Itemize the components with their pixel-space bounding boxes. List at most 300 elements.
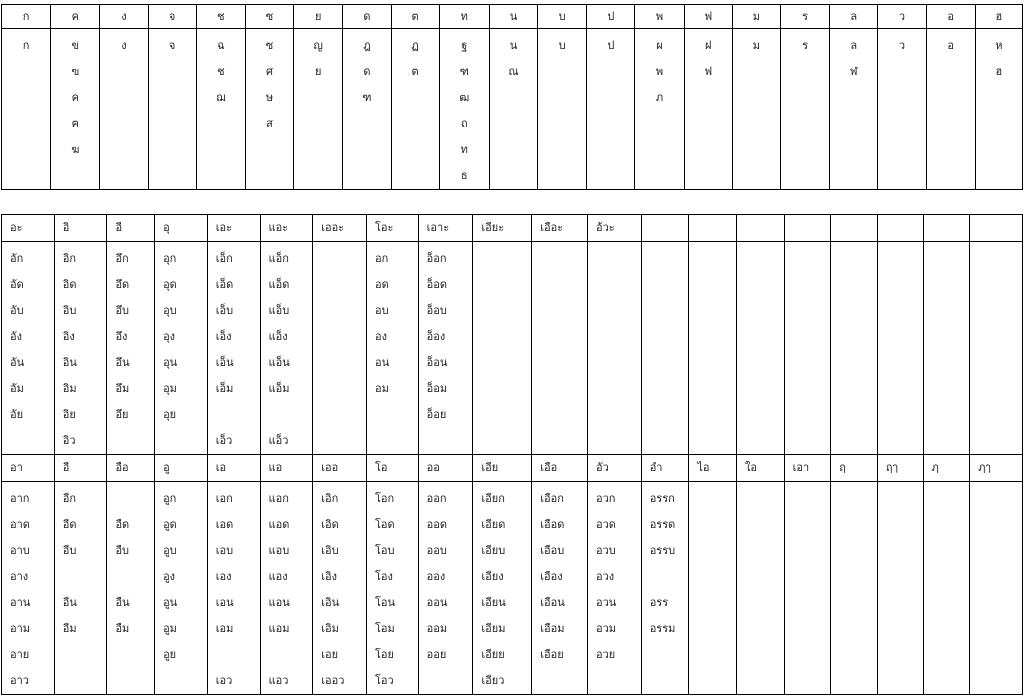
long-vowel-item: เอิบ <box>321 544 339 557</box>
long-vowel-item: ออย <box>426 648 447 661</box>
long-vowel-item: เอง <box>215 570 232 583</box>
long-vowel-item: อวก <box>595 492 616 505</box>
consonant-header-cell: ป <box>587 5 635 29</box>
long-vowel-column <box>877 482 923 695</box>
short-vowel-item: อิน <box>62 356 77 369</box>
short-vowel-item: แอ็ว <box>268 434 289 447</box>
long-vowel-item: แอม <box>268 622 290 635</box>
long-vowel-column <box>2 482 55 695</box>
consonant-item: ล <box>850 39 858 52</box>
short-vowel-item: อิก <box>62 252 76 265</box>
consonant-header-cell: อ <box>926 5 975 29</box>
long-vowel-item: อรรม <box>649 622 676 635</box>
short-vowel-item: อุบ <box>163 304 177 317</box>
long-vowel-header-cell: อู <box>155 455 208 482</box>
long-vowel-header-cell: อัว <box>587 455 641 482</box>
short-vowel-item: เอ็ด <box>215 278 234 291</box>
long-vowel-item <box>115 642 154 668</box>
long-vowel-header-cell: อำ <box>641 455 689 482</box>
short-vowel-column <box>260 242 313 455</box>
long-vowel-item: อีก <box>62 492 76 505</box>
consonant-column <box>439 29 489 190</box>
consonant-item: ท <box>460 143 468 156</box>
long-vowel-item: อูด <box>163 518 177 531</box>
consonant-item: ย <box>314 65 322 78</box>
long-vowel-item: เอิก <box>321 492 339 505</box>
short-vowel-item: อบ <box>374 304 389 317</box>
long-vowel-item: เอียง <box>481 570 504 583</box>
short-vowel-item: อุด <box>163 278 177 291</box>
consonant-item: ฃ <box>71 65 80 78</box>
long-vowel-item: อูง <box>163 570 176 583</box>
long-vowel-column <box>831 482 878 695</box>
short-vowel-column <box>587 242 641 455</box>
long-vowel-header-cell: โอ <box>366 455 418 482</box>
short-vowel-header-cell: อุ <box>155 215 208 242</box>
long-vowel-item: เอือง <box>540 570 563 583</box>
consonant-item: บ <box>558 39 566 52</box>
long-vowel-header-cell: เอา <box>784 455 831 482</box>
long-vowel-item: อูก <box>163 492 177 505</box>
long-vowel-header-cell: ฦ <box>923 455 970 482</box>
long-vowel-header-cell: อา <box>2 455 55 482</box>
long-vowel-item <box>63 564 107 590</box>
long-vowel-item: เอว <box>215 674 233 687</box>
consonant-column <box>245 29 293 190</box>
long-vowel-column <box>207 482 260 695</box>
consonant-column <box>538 29 587 190</box>
long-vowel-item <box>115 564 154 590</box>
long-vowel-item: เอือบ <box>540 544 565 557</box>
short-vowel-column <box>970 242 1023 455</box>
long-vowel-item: อีม <box>62 622 77 635</box>
short-vowel-item <box>163 428 207 454</box>
long-vowel-column <box>736 482 784 695</box>
long-vowel-item: เอือก <box>540 492 564 505</box>
consonant-item: พ <box>655 65 664 78</box>
consonant-item: ว <box>898 39 906 52</box>
short-vowel-item: อก <box>374 252 389 265</box>
short-vowel-item: อิด <box>62 278 77 291</box>
short-vowel-header-cell <box>970 215 1023 242</box>
short-vowel-header-cell <box>877 215 923 242</box>
long-vowel-item: อาด <box>10 518 30 531</box>
consonant-column <box>975 29 1022 190</box>
short-vowel-item: อัม <box>10 382 24 395</box>
consonant-header-cell: ด <box>343 5 391 29</box>
long-vowel-item: อาบ <box>10 544 30 557</box>
long-vowel-column <box>641 482 689 695</box>
short-vowel-item: อุน <box>163 356 178 369</box>
short-vowel-column <box>418 242 473 455</box>
consonant-header-cell: น <box>489 5 537 29</box>
short-vowel-item: อุม <box>163 382 177 395</box>
short-vowel-header-cell <box>641 215 689 242</box>
long-vowel-item: เอือด <box>540 518 565 531</box>
consonant-item: ฝ <box>704 39 712 52</box>
long-vowel-item: โอก <box>374 492 395 505</box>
short-vowel-item: อ็อก <box>426 252 447 265</box>
long-vowel-item: แอว <box>268 674 289 687</box>
long-vowel-column <box>587 482 641 695</box>
consonant-header-cell: ท <box>439 5 489 29</box>
consonant-item: ฎ <box>363 39 371 52</box>
short-vowel-item <box>216 402 260 428</box>
long-vowel-item: เอียย <box>481 648 505 661</box>
long-vowel-item: เอียด <box>481 518 506 531</box>
short-vowel-column <box>473 242 532 455</box>
long-vowel-header-cell: ไอ <box>689 455 737 482</box>
long-vowel-item: ออก <box>426 492 447 505</box>
long-vowel-item: อวย <box>595 648 616 661</box>
consonant-header-cell: จ <box>148 5 196 29</box>
long-vowel-column <box>418 482 473 695</box>
long-vowel-header-cell: ใอ <box>736 455 784 482</box>
consonant-header-cell: บ <box>538 5 587 29</box>
short-vowel-header-cell: อะ <box>2 215 55 242</box>
short-vowel-item: อด <box>374 278 389 291</box>
long-vowel-item: อาย <box>10 648 30 661</box>
long-vowel-item: เอิด <box>321 518 339 531</box>
consonant-item: ฉ <box>217 39 225 52</box>
consonant-header-cell: ม <box>732 5 780 29</box>
long-vowel-item: เอย <box>321 648 339 661</box>
long-vowel-item: อวด <box>595 518 616 531</box>
short-vowel-item <box>115 428 154 454</box>
long-vowel-item <box>427 668 473 694</box>
long-vowel-item: อวน <box>595 596 617 609</box>
short-vowel-header-cell: เออะ <box>313 215 367 242</box>
short-vowel-item: อ็อน <box>426 356 448 369</box>
long-vowel-item: อรรบ <box>649 544 676 557</box>
long-vowel-item: โอง <box>374 570 393 583</box>
short-vowel-item: อึน <box>115 356 130 369</box>
long-vowel-item: เอียม <box>481 622 506 635</box>
short-vowel-item: อิย <box>62 408 76 421</box>
long-vowel-item <box>540 668 587 694</box>
short-vowel-item: แอ็ก <box>268 252 289 265</box>
consonant-item: ก <box>22 39 30 52</box>
consonant-item: ฐ <box>461 39 468 52</box>
long-vowel-item: อืบ <box>115 544 130 557</box>
long-vowel-item <box>63 642 107 668</box>
short-vowel-item: เอ็บ <box>215 304 234 317</box>
short-vowel-column <box>784 242 831 455</box>
consonant-item: ษ <box>265 91 274 104</box>
short-vowel-item: อึด <box>115 278 130 291</box>
long-vowel-item: เอิง <box>321 570 337 583</box>
short-vowel-item: อึม <box>115 382 130 395</box>
long-vowel-item <box>115 668 154 694</box>
short-vowel-header-cell: อ้วะ <box>587 215 641 242</box>
long-vowel-column <box>970 482 1023 695</box>
long-vowel-item <box>163 668 207 694</box>
consonant-header-cell: ย <box>294 5 343 29</box>
consonant-header-cell: ล <box>830 5 878 29</box>
long-vowel-column <box>107 482 155 695</box>
short-vowel-column <box>207 242 260 455</box>
consonant-item: ฑ <box>362 91 372 104</box>
long-vowel-item: เอด <box>215 518 234 531</box>
consonant-header-cell: ค <box>51 5 100 29</box>
short-vowel-header-cell <box>736 215 784 242</box>
short-vowel-item: เอ็น <box>215 356 234 369</box>
short-vowel-item: อับ <box>10 304 24 317</box>
long-vowel-header-cell: ฤ <box>831 455 878 482</box>
short-vowel-header-cell: เอียะ <box>473 215 532 242</box>
short-vowel-column <box>532 242 588 455</box>
consonant-item: ถ <box>460 117 468 130</box>
short-vowel-header-cell <box>831 215 878 242</box>
consonant-item: ฆ <box>71 143 80 156</box>
long-vowel-item: เอก <box>215 492 233 505</box>
long-vowel-column <box>155 482 208 695</box>
short-vowel-item: อง <box>374 330 387 343</box>
long-vowel-item: อรรด <box>649 518 676 531</box>
short-vowel-header-cell: เอะ <box>207 215 260 242</box>
long-vowel-item: อาม <box>10 622 31 635</box>
short-vowel-item: อิม <box>62 382 77 395</box>
consonant-column <box>100 29 148 190</box>
long-vowel-item: เอบ <box>215 544 234 557</box>
long-vowel-header-cell: เอ <box>207 455 260 482</box>
long-vowel-item: เอียน <box>481 596 506 609</box>
long-vowel-item: อืน <box>115 596 130 609</box>
short-vowel-column <box>736 242 784 455</box>
short-vowel-column <box>155 242 208 455</box>
long-vowel-header-cell: อือ <box>107 455 155 482</box>
long-vowel-item <box>269 642 313 668</box>
consonant-header-cell: ฮ <box>975 5 1022 29</box>
short-vowel-item: แอ็ด <box>268 278 290 291</box>
short-vowel-item: อิง <box>62 330 75 343</box>
long-vowel-column <box>366 482 418 695</box>
long-vowel-item: เอือม <box>540 622 565 635</box>
long-vowel-header-cell: ฤๅ <box>877 455 923 482</box>
short-vowel-item: อ็อบ <box>426 304 447 317</box>
consonant-header-cell: ฟ <box>684 5 732 29</box>
consonant-item: ข <box>71 39 80 52</box>
long-vowel-item: แอบ <box>268 544 290 557</box>
long-vowel-item: อวม <box>595 622 617 635</box>
consonant-item: ญ <box>313 39 323 52</box>
consonant-item: ฬ <box>850 65 858 78</box>
short-vowel-column <box>2 242 55 455</box>
short-vowel-item: อัง <box>10 330 22 343</box>
consonant-column <box>926 29 975 190</box>
long-vowel-item: ออน <box>426 596 448 609</box>
consonant-item: น <box>509 39 518 52</box>
short-vowel-item: เอ็ว <box>215 434 233 447</box>
long-vowel-column <box>473 482 532 695</box>
consonant-header-cell: ก <box>2 5 51 29</box>
short-vowel-item <box>375 428 418 454</box>
short-vowel-item <box>269 402 313 428</box>
long-vowel-item <box>115 486 154 512</box>
long-vowel-column <box>923 482 970 695</box>
long-vowel-item: โอว <box>374 674 394 687</box>
short-vowel-header-row <box>2 215 1023 242</box>
short-vowel-column <box>313 242 367 455</box>
consonant-item: ฅ <box>71 117 79 130</box>
short-vowel-item: อ็อย <box>426 408 447 421</box>
long-vowel-item: โอย <box>374 648 394 661</box>
long-vowel-item: เออว <box>321 674 345 687</box>
short-vowel-item <box>375 402 418 428</box>
short-vowel-column <box>877 242 923 455</box>
long-vowel-item: อรรก <box>649 492 675 505</box>
long-vowel-item: ออม <box>426 622 448 635</box>
consonant-header-cell: ร <box>781 5 830 29</box>
consonant-item: อ <box>947 39 954 52</box>
short-vowel-item: เอ็ม <box>215 382 234 395</box>
consonant-header-cell: ช <box>196 5 245 29</box>
short-vowel-header-cell: เอือะ <box>532 215 588 242</box>
consonant-item: จ <box>168 39 176 52</box>
consonant-item: ฌ <box>216 91 226 104</box>
short-vowel-item: อุย <box>163 408 177 421</box>
short-vowel-item: อัก <box>10 252 24 265</box>
long-vowel-item: เอือน <box>540 596 565 609</box>
short-vowel-item: อัน <box>10 356 25 369</box>
consonant-column <box>51 29 100 190</box>
consonant-column <box>781 29 830 190</box>
consonant-item: ภ <box>655 91 664 104</box>
short-vowel-column <box>923 242 970 455</box>
consonant-column <box>489 29 537 190</box>
short-vowel-column <box>54 242 107 455</box>
consonant-column <box>294 29 343 190</box>
consonant-item: ธ <box>460 169 468 182</box>
consonant-item: ฟ <box>704 65 713 78</box>
consonant-header-cell: ว <box>878 5 926 29</box>
short-vowel-column <box>689 242 737 455</box>
long-vowel-item: เอียก <box>481 492 505 505</box>
short-vowel-header-cell: แอะ <box>260 215 313 242</box>
short-vowel-header-cell <box>923 215 970 242</box>
long-vowel-item: แอน <box>268 596 290 609</box>
short-vowel-item: อุง <box>163 330 176 343</box>
consonant-header-cell: ซ <box>245 5 293 29</box>
short-vowel-item: อม <box>374 382 389 395</box>
short-vowel-item: อึก <box>115 252 129 265</box>
consonant-item: ณ <box>508 65 519 78</box>
consonant-item: ม <box>752 39 761 52</box>
long-vowel-body-row <box>2 482 1023 695</box>
consonant-column <box>2 29 51 190</box>
short-vowel-item: อน <box>374 356 390 369</box>
consonant-item: ฮ <box>995 65 1003 78</box>
consonant-column <box>684 29 732 190</box>
long-vowel-item: อรร <box>649 596 669 609</box>
short-vowel-item: อ็อด <box>426 278 448 291</box>
consonant-column <box>635 29 684 190</box>
long-vowel-item: แอก <box>268 492 289 505</box>
short-vowel-header-cell: อี <box>107 215 155 242</box>
long-vowel-item <box>216 642 260 668</box>
short-vowel-column <box>831 242 878 455</box>
long-vowel-header-cell: เอีย <box>473 455 532 482</box>
long-vowel-item: อีบ <box>62 544 77 557</box>
long-vowel-item: อูม <box>163 622 177 635</box>
short-vowel-item: อ็อง <box>426 330 446 343</box>
long-vowel-header-row <box>2 455 1023 482</box>
long-vowel-item: อาก <box>10 492 30 505</box>
short-vowel-column <box>366 242 418 455</box>
short-vowel-item <box>10 428 54 454</box>
consonant-body-row <box>2 29 1023 190</box>
long-vowel-item: อวบ <box>595 544 616 557</box>
consonant-item: ช <box>217 65 225 78</box>
long-vowel-item: เอือย <box>540 648 564 661</box>
short-vowel-item: อิว <box>62 434 76 447</box>
consonant-column <box>732 29 780 190</box>
long-vowel-column <box>54 482 107 695</box>
consonant-item: ค <box>71 91 79 104</box>
long-vowel-header-cell: เออ <box>313 455 367 482</box>
long-vowel-column <box>689 482 737 695</box>
consonant-item: ส <box>266 117 273 130</box>
long-vowel-header-cell: ออ <box>418 455 473 482</box>
consonant-header-row <box>2 5 1023 29</box>
consonant-item: ต <box>411 65 419 78</box>
short-vowel-header-cell: อิ <box>54 215 107 242</box>
long-vowel-header-cell: ฦๅ <box>970 455 1023 482</box>
long-vowel-item: เอน <box>215 596 234 609</box>
short-vowel-item <box>427 428 473 454</box>
short-vowel-item: อัย <box>10 408 24 421</box>
long-vowel-item <box>650 642 689 668</box>
long-vowel-item <box>650 564 689 590</box>
consonant-column <box>196 29 245 190</box>
short-vowel-item: อึบ <box>115 304 130 317</box>
long-vowel-item <box>596 668 641 694</box>
consonant-column <box>343 29 391 190</box>
long-vowel-item: อีน <box>62 596 77 609</box>
consonant-column <box>391 29 439 190</box>
short-vowel-item: อึย <box>115 408 129 421</box>
short-vowel-item: อึง <box>115 330 128 343</box>
consonant-header-cell: พ <box>635 5 684 29</box>
short-vowel-item: แอ็บ <box>268 304 290 317</box>
consonant-item: ง <box>121 39 127 52</box>
long-vowel-header-cell: แอ <box>260 455 313 482</box>
short-vowel-header-cell: เอาะ <box>418 215 473 242</box>
short-vowel-item: แอ็ม <box>268 382 290 395</box>
short-vowel-item: แอ็น <box>268 356 290 369</box>
long-vowel-item: โอน <box>374 596 396 609</box>
long-vowel-item <box>63 668 107 694</box>
consonant-item: ศ <box>266 65 274 78</box>
consonant-item: ด <box>363 65 371 78</box>
consonant-item: ฑ <box>459 65 469 78</box>
consonant-column <box>587 29 635 190</box>
short-vowel-item: อิบ <box>62 304 77 317</box>
short-vowel-item: เอ็ง <box>215 330 232 343</box>
long-vowel-item: อูน <box>163 596 178 609</box>
short-vowel-item: อุก <box>163 252 177 265</box>
consonant-column <box>830 29 878 190</box>
consonant-item: ฒ <box>459 91 470 104</box>
consonant-table <box>1 4 1023 190</box>
long-vowel-header-cell: อี <box>54 455 107 482</box>
short-vowel-item: อัด <box>10 278 24 291</box>
long-vowel-item: อาว <box>10 674 29 687</box>
consonant-item: ซ <box>265 39 274 52</box>
long-vowel-item: เอียว <box>481 674 505 687</box>
short-vowel-header-cell: โอะ <box>366 215 418 242</box>
short-vowel-header-cell <box>784 215 831 242</box>
